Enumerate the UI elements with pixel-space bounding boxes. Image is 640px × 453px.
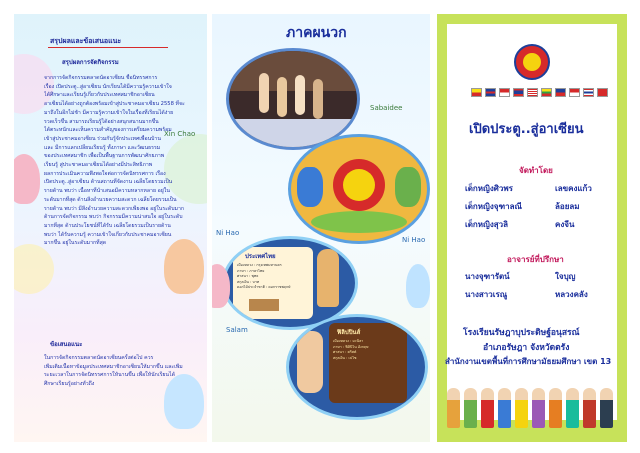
person-figure [481, 388, 494, 428]
text-line: สกุลเงิน : เปโซ [333, 355, 357, 360]
brunei-flag-icon [471, 88, 482, 97]
person-first-name: เด็กหญิงสุวลิ [465, 220, 509, 229]
greeting-label: Salam [226, 326, 248, 334]
card-title: ฟิลิปปินส์ [337, 329, 361, 336]
advisor-heading: อาจารย์ที่ปรึกษา [507, 255, 564, 264]
text-line: ระดับมากที่สุด ด้านสิ่งอำนวยความสะดวก เฉลี่ยโดยรวมเป็น [44, 196, 177, 203]
text-line: ภาษา : ฟิลิปิโน อังกฤษ [333, 344, 369, 349]
text-line: เมืองหลวง : มะนิลา [333, 339, 364, 343]
card-details [333, 339, 405, 361]
text-line: สกุลเงิน : บาท [237, 279, 260, 284]
person-figure [583, 388, 596, 428]
text-line: อาเซียนได้อย่างถูกต้องพร้อมเข้าสู่ประชาคมอาเซียน 2558 ที่จะ [44, 101, 185, 108]
organizer-heading: จัดทำโดย [519, 166, 553, 175]
text-line: ผลการประเมินความพึงพอใจต่อการจัดนิทรรศการ เรื่อง [44, 170, 166, 177]
text-line: ศาสนา : พุทธ [237, 274, 259, 278]
person-first-name: นางจุฑารัตน์ [465, 272, 510, 281]
exhibition-photo [226, 48, 360, 150]
person-figure [532, 388, 545, 428]
person-first-name: เด็กหญิงจุฑาลณี [465, 202, 522, 211]
text-line: มาถึงในอีกไม่ช้า มีความรู้ความเข้าใจในเรื่องที่เรียนได้ง่าย [44, 109, 174, 116]
text-line: ระยะเวลาในการจัดนิทรรศการให้นานขึ้น เพื่อให้นักเรียนได้ [44, 372, 175, 379]
person-figure [515, 388, 528, 428]
person-last-name: ใจบุญ [555, 272, 576, 281]
suggestion-body [44, 354, 202, 389]
text-line: มากขึ้น อยู่ในระดับมากที่สุด [44, 240, 107, 247]
text-line: จากการจัดกิจกรรมตลาดนัดอาเซียน ชื่อนิทรรศการ [44, 75, 158, 81]
person-figure [447, 388, 460, 428]
person-last-name: หลวงคลัง [555, 290, 588, 299]
greeting-label: Ni Hao [402, 236, 426, 244]
text-line: พบว่า ได้รับความรู้ ความเข้าใจเกี่ยวกับประชาคมอาเซียน [44, 231, 172, 238]
text-line: ศาสนา : คริสต์ [333, 350, 357, 354]
text-line: เรียนรู้ สู่ประชาคมอาเซียนได้อย่างมีประสิทธิภาพ [44, 162, 153, 169]
asean-emblem-photo [288, 134, 430, 244]
appendix-panel [212, 14, 430, 442]
person-figure [498, 388, 511, 428]
singapore-flag-icon [569, 88, 580, 97]
text-line: รายด้าน พบว่า เนื้อหาที่นำเสนอมีความหลากหลาย อยู่ใน [44, 188, 170, 195]
person-figure [464, 388, 477, 428]
cover-border [437, 14, 627, 24]
summary-panel [14, 14, 207, 442]
asean-flags [471, 88, 608, 97]
asean-people-illustration [443, 382, 623, 432]
person-first-name: เด็กหญิงศิวพร [465, 184, 513, 193]
laos-flag-icon [513, 88, 524, 97]
cover-panel [437, 14, 627, 442]
text-line: และ มีการแลกเปลี่ยนเรียนรู้ ทั้งภาษา และวัฒนธรรม [44, 144, 161, 151]
text-line: ได้ศึกษาและเรียนรู้เกี่ยวกับประเทศสมาชิกอาเซียน [44, 92, 155, 99]
indonesia-flag-icon [499, 88, 510, 97]
philippines-flag-icon [555, 88, 566, 97]
decor-bubble [14, 244, 54, 294]
summary-heading: สรุปผลและข้อเสนอแนะ [50, 37, 122, 45]
heading-rule [48, 47, 168, 48]
greeting-label: Sabaidee [370, 104, 403, 112]
thailand-flag-icon [583, 88, 594, 97]
greeting-label: Xin Chao [164, 130, 196, 138]
vietnam-flag-icon [597, 88, 608, 97]
cambodia-flag-icon [485, 88, 496, 97]
office-name: สำนักงานเขตพื้นที่การศึกษามัธยมศึกษา เขต 13 [445, 357, 612, 366]
appendix-title: ภาคผนวก [286, 25, 347, 41]
cartoon-child-figure [14, 154, 40, 204]
person-figure [600, 388, 613, 428]
person-figure [549, 388, 562, 428]
text-line: ด้านการจัดกิจกรรม พบว่า กิจกรรมมีความน่าสนใจ อยู่ในระดับ [44, 214, 183, 221]
person-last-name: คงจีน [555, 220, 575, 229]
cover-title: เปิดประตู..สู่อาเซียน [469, 122, 584, 137]
text-line: เข้าสู่ประชาคมอาเซียน ร่วมกันรู้จักประเทศเพื่อนบ้าน [44, 135, 161, 142]
text-line: ภาษา : ภาษาไทย [237, 268, 265, 273]
cartoon-child-figure [406, 264, 430, 308]
myanmar-flag-icon [541, 88, 552, 97]
summary-body [44, 74, 204, 248]
text-line: เมืองหลวง : กรุงเทพมหานคร [237, 263, 282, 267]
text-line: ของประเทศสมาชิก เพื่อเป็นพื้นฐานการพัฒนาศักยภาพ [44, 153, 165, 160]
person-first-name: นางสาวเรณู [465, 290, 508, 299]
text-line: เพิ่มเติมเนื้อหาข้อมูลประเทศสมาชิกอาเซียนให้มากขึ้น และเพิ่ม [44, 363, 183, 370]
person-last-name: เลขคงแก้ว [555, 184, 592, 193]
text-line: รวดเร็วขึ้น สามารถเรียนรู้ได้อย่างสนุกสนานมากขึ้น [44, 118, 159, 125]
text-line: มากที่สุด ด้านประโยชน์ที่ได้รับ เฉลี่ยโดยรวมเป็นรายด้าน [44, 222, 171, 229]
text-line: ศึกษาเรียนรู้อย่างทั่วถึง [44, 381, 95, 388]
greeting-label: Ni Hao [216, 229, 240, 237]
school-name: โรงเรียนรัษฎาบุประดิษฐ์อนุสรณ์ [463, 328, 580, 338]
text-line: ได้ตระหนักและเห็นความสำคัญของการเตรียมความพร้อม [44, 127, 172, 134]
text-line: ดอกไม้ประจำชาติ : ดอกราชพฤกษ์ [237, 285, 291, 289]
thai-building-figure [249, 299, 279, 311]
asean-logo [514, 44, 550, 80]
card-details [237, 263, 311, 291]
district-name: อำเภอรัษฎา จังหวัดตรัง [483, 343, 570, 353]
text-line: เปิดประตู..สู่อาเซียน ด้านสถานที่จัดงาน เฉลี่ยโดยรวมเป็น [44, 179, 173, 186]
card-title: ประเทศไทย [245, 253, 276, 260]
summary-subheading: สรุปผลการจัดกิจกรรม [62, 59, 119, 66]
filipino-figure [297, 331, 323, 393]
person-last-name: ล้อยลม [555, 202, 580, 211]
text-line: เรื่อง เปิดประตู..สู่อาเซียน นักเรียนได้มีความรู้ความเข้าใจ [44, 83, 172, 90]
cover-border [617, 14, 627, 442]
text-line: รายด้าน พบว่า มีสิ่งอำนวยความสะดวกเพียงพอ อยู่ในระดับมาก [44, 205, 185, 212]
philippines-card [286, 314, 428, 420]
text-line: ในการจัดกิจกรรมตลาดนัดอาเซียนครั้งต่อไป ควร [44, 355, 154, 361]
person-figure [566, 388, 579, 428]
malaysia-flag-icon [527, 88, 538, 97]
cover-border [437, 14, 447, 442]
thai-dancer-figure [317, 249, 339, 307]
suggestion-heading: ข้อเสนอแนะ [50, 341, 83, 348]
